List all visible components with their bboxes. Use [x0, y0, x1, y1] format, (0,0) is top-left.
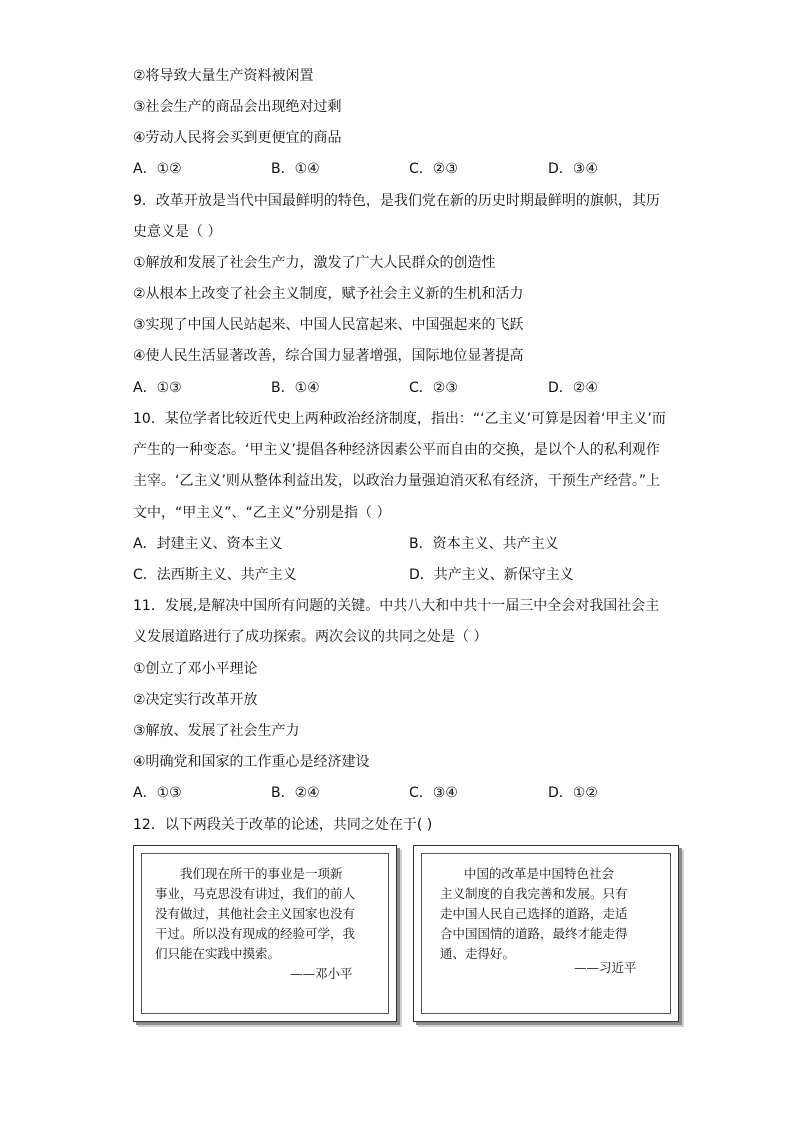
q9-option-b[interactable]: B．①④ [271, 380, 320, 396]
q9-item-2: ②从根本上改变了社会主义制度，赋予社会主义新的生机和活力 [133, 286, 524, 302]
q10-stem-line-3: 主宰。‘乙主义’则从整体利益出发，以政治力量强迫消灭私有经济，干预生产经营。”上 [133, 473, 661, 489]
q10-option-c[interactable]: C．法西斯主义、共产主义 [133, 567, 297, 583]
q9-item-3: ③实现了中国人民站起来、中国人民富起来、中国强起来的飞跃 [133, 317, 524, 333]
q8-item-4: ④劳动人民将会买到更便宜的商品 [133, 130, 342, 146]
q9-option-a[interactable]: A．①③ [133, 380, 182, 396]
quote-xi-line-1: 中国的改革是中国特色社会 [464, 866, 615, 881]
quote-box-deng [133, 845, 397, 1022]
q9-stem-line-2: 史意义是（ ） [133, 224, 222, 240]
quote-deng-author: ——邓小平 [290, 966, 353, 981]
q8-option-a[interactable]: A．①② [133, 161, 182, 177]
quote-xi-line-5: 通、走得好。 [440, 946, 516, 961]
quote-xi-author: ——习近平 [574, 960, 637, 975]
q12-stem: 12．以下两段关于改革的论述，共同之处在于( ) [133, 817, 433, 833]
quote-xi-line-4: 合中国国情的道路，最终才能走得 [440, 926, 628, 941]
q11-option-b[interactable]: B．②④ [271, 785, 320, 801]
q9-stem-line-1: 9．改革开放是当代中国最鲜明的特色，是我们党在新的历史时期最鲜明的旗帜，其历 [133, 193, 660, 209]
quote-deng-line-5: 们只能在实践中摸索。 [155, 946, 281, 961]
q11-stem-line-1: 11．发展,是解决中国所有问题的关键。中共八大和中共十一届三中全会对我国社会主 [133, 598, 660, 614]
quote-deng-line-3: 没有做过，其他社会主义国家也没有 [155, 906, 356, 921]
q11-option-c[interactable]: C．③④ [409, 785, 458, 801]
q10-option-b[interactable]: B．资本主义、共产主义 [409, 536, 559, 552]
q10-stem-line-4: 文中，“甲主义”、“乙主义”分别是指（ ） [133, 505, 391, 521]
q9-option-c[interactable]: C．②③ [409, 380, 458, 396]
q10-option-d[interactable]: D．共产主义、新保守主义 [409, 567, 574, 583]
q11-item-1: ①创立了邓小平理论 [133, 661, 258, 677]
q8-option-d[interactable]: D．③④ [548, 161, 598, 177]
quote-box-xi [413, 845, 679, 1022]
quote-deng-line-1: 我们现在所干的事业是一项新 [180, 866, 343, 881]
quote-deng-line-4: 干过。所以没有现成的经验可学，我 [155, 926, 356, 941]
q8-option-c[interactable]: C．②③ [409, 161, 458, 177]
q8-item-2: ②将导致大量生产资料被闲置 [133, 68, 314, 84]
q11-item-2: ②决定实行改革开放 [133, 692, 258, 708]
q9-item-1: ①解放和发展了社会生产力，激发了广大人民群众的创造性 [133, 255, 496, 271]
q9-item-4: ④使人民生活显著改善，综合国力显著增强，国际地位显著提高 [133, 348, 524, 364]
q11-option-a[interactable]: A．①③ [133, 785, 182, 801]
q11-option-d[interactable]: D．①② [548, 785, 598, 801]
quote-xi-line-3: 走中国人民自己选择的道路，走适 [440, 906, 628, 921]
q8-item-3: ③社会生产的商品会出现绝对过剩 [133, 99, 342, 115]
q9-option-d[interactable]: D．②④ [548, 380, 598, 396]
q11-item-4: ④明确党和国家的工作重心是经济建设 [133, 754, 370, 770]
quote-deng-line-2: 事业，马克思没有讲过，我们的前人 [155, 886, 356, 901]
quote-xi-line-2: 主义制度的自我完善和发展。只有 [440, 886, 628, 901]
q11-stem-line-2: 义发展道路进行了成功探索。两次会议的共同之处是（ ） [133, 629, 488, 645]
q10-stem-line-1: 10．某位学者比较近代史上两种政治经济制度，指出：“‘乙主义’可算是因着‘甲主义’而 [133, 411, 666, 427]
q10-stem-line-2: 产生的一种变态。‘甲主义’提倡各种经济因素公平而自由的交换，是以个人的私利观作 [133, 442, 660, 458]
q8-option-b[interactable]: B．①④ [271, 161, 320, 177]
q10-option-a[interactable]: A．封建主义、资本主义 [133, 536, 283, 552]
q11-item-3: ③解放、发展了社会生产力 [133, 723, 300, 739]
